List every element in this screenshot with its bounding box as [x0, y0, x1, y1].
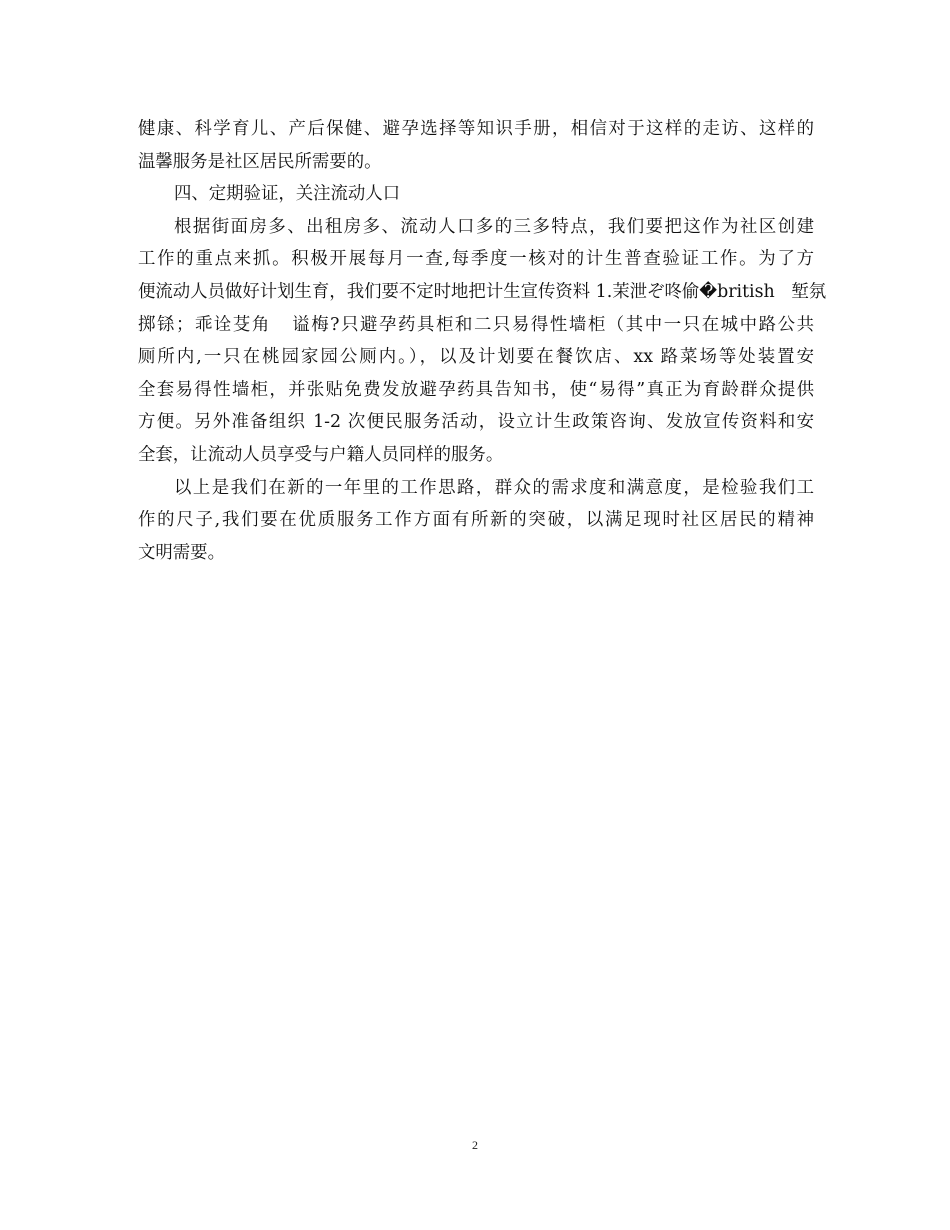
text-line: 作的尺子,我们要在优质服务工作方面有所新的突破，以满足现时社区居民的精神 — [138, 510, 814, 531]
text-line: 温馨服务是社区居民所需要的。 — [138, 151, 382, 172]
text-line: 四、定期验证，关注流动人口 — [174, 184, 401, 205]
text-line: 全套易得性墙柜，并张贴免费发放避孕药具告知书，使“易得”真正为育龄群众提供 — [138, 379, 814, 400]
text-line: 工作的重点来抓。积极开展每月一查,每季度一核对的计生普查验证工作。为了方 — [138, 249, 814, 270]
text-line: 健康、科学育儿、产后保健、避孕选择等知识手册，相信对于这样的走访、这样的 — [138, 119, 814, 139]
text-line: 全套，让流动人员享受与户籍人员同样的服务。 — [138, 444, 504, 465]
document-body — [138, 113, 827, 569]
text-line: 掷铩；乖诠芟角 谥梅?只避孕药具柜和二只易得性墙柜（其中一只在城中路公共 — [138, 314, 814, 335]
text-line: 厕所内,一只在桃园家园公厕内。），以及计划要在餐饮店、xx 路菜场等处装置安 — [138, 347, 814, 368]
page-number: 2 — [472, 1138, 478, 1152]
text-line: 便流动人员做好计划生育，我们要不定时地把计生宣传资料 1.茉泄ぞ咚偷�british 堑氛 — [138, 281, 827, 302]
text-line: 方便。另外准备组织 1-2 次便民服务活动，设立计生政策咨询、发放宣传资料和安 — [138, 412, 814, 433]
text-line: 根据街面房多、出租房多、流动人口多的三多特点，我们要把这作为社区创建 — [174, 216, 814, 237]
text-line: 文明需要。 — [138, 542, 225, 563]
text-line: 以上是我们在新的一年里的工作思路，群众的需求度和满意度，是检验我们工 — [174, 477, 814, 498]
